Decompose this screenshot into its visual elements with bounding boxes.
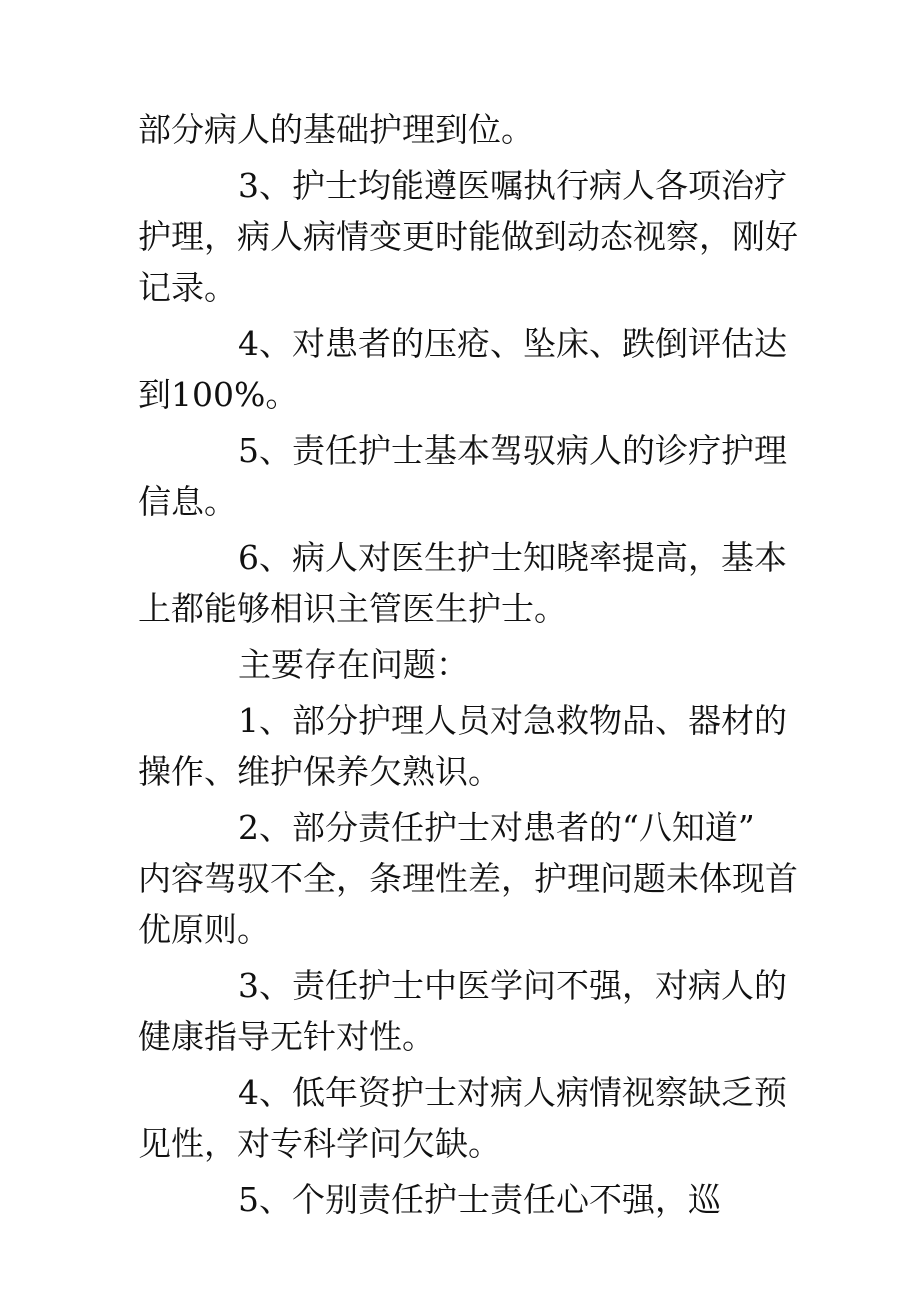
text-line: 护理，病人病情变更时能做到动态视察，刚好	[138, 217, 798, 256]
text-line: 4、对患者的压疮、坠床、跌倒评估达	[238, 324, 787, 363]
paragraph-10	[138, 1174, 788, 1225]
text-line: 6、病人对医生护士知晓率提高，基本	[238, 538, 787, 577]
text-line: 到100%。	[138, 375, 299, 414]
text-line: 3、责任护士中医学问不强，对病人的	[238, 966, 787, 1005]
text-line: 优原则。	[138, 910, 270, 949]
paragraph-6	[138, 695, 788, 797]
text-line: 记录。	[138, 268, 237, 307]
paragraph-1	[138, 104, 788, 155]
text-line: 5、个别责任护士责任心不强，巡	[238, 1180, 721, 1219]
text-line: 见性，对专科学问欠缺。	[138, 1124, 501, 1163]
paragraph-7	[138, 802, 798, 955]
text-line: 主要存在问题：	[238, 645, 469, 684]
paragraph-3	[138, 318, 788, 420]
paragraph-5	[138, 532, 788, 634]
paragraph-4	[138, 425, 788, 527]
text-line: 4、低年资护士对病人病情视察缺乏预	[238, 1073, 787, 1112]
paragraph-8	[138, 960, 788, 1062]
text-line: 信息。	[138, 482, 237, 521]
section-heading-issues	[138, 639, 788, 690]
text-line: 部分病人的基础护理到位。	[138, 110, 534, 149]
text-line: 1、部分护理人员对急救物品、器材的	[238, 701, 787, 740]
text-line: 3、护士均能遵医嘱执行病人各项治疗	[238, 166, 787, 205]
text-line: 5、责任护士基本驾驭病人的诊疗护理	[238, 431, 787, 470]
paragraph-9	[138, 1067, 788, 1169]
text-line: 2、部分责任护士对患者的“八知道”	[238, 808, 755, 847]
document-body	[138, 104, 798, 1225]
paragraph-2	[138, 160, 798, 313]
text-line: 操作、维护保养欠熟识。	[138, 752, 501, 791]
text-line: 上都能够相识主管医生护士。	[138, 589, 567, 628]
text-line: 内容驾驭不全，条理性差，护理问题未体现首	[138, 859, 798, 898]
text-line: 健康指导无针对性。	[138, 1017, 435, 1056]
